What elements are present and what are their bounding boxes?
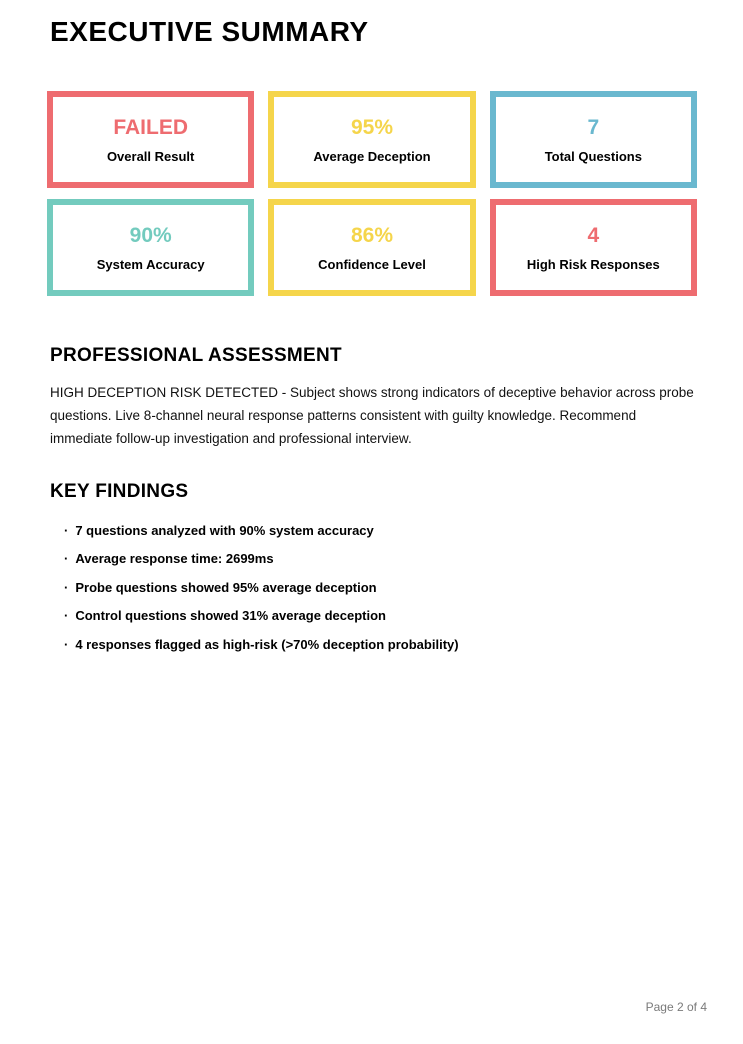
key-finding-text: Probe questions showed 95% average deception [75,579,377,595]
key-finding-item [64,574,694,602]
stat-label: High Risk Responses [526,256,660,272]
section-heading-key-findings: KEY FINDINGS [50,481,189,502]
key-finding-item [64,545,694,573]
bullet-icon: · [64,551,69,567]
stat-value: 95% [350,115,393,139]
stat-card-system-accuracy [47,199,254,296]
key-findings-list [64,517,694,659]
key-finding-item [64,602,694,630]
bullet-icon: · [64,523,69,538]
key-finding-text: Average response time: 2699ms [75,551,274,567]
stat-label: Confidence Level [318,256,426,272]
key-finding-item [64,517,694,545]
key-finding-text: 7 questions analyzed with 90% system accuracy [75,523,374,538]
section-heading-professional-assessment: PROFESSIONAL ASSESSMENT [50,345,342,366]
page-title: EXECUTIVE SUMMARY [50,16,369,47]
stat-label: Average Deception [313,148,431,164]
key-finding-text: 4 responses flagged as high-risk (>70% deception probability) [75,636,459,652]
stat-card-confidence-level [268,199,475,296]
assessment-body-text: HIGH DECEPTION RISK DETECTED - Subject shows strong indicators of deceptive behavior across probe questions. Live 8-channel neural response patterns consistent with guilty knowledge. Recommend immediate follow-up investigation and professional interview. [50,385,694,446]
bullet-icon: · [64,636,69,652]
stat-value: 7 [587,115,600,139]
stat-card-total-questions [490,91,697,188]
stat-card-average-deception [268,91,475,188]
key-finding-item [64,631,694,659]
bullet-icon: · [64,608,69,624]
page-number: Page 2 of 4 [645,1000,707,1014]
stat-label: System Accuracy [96,256,205,272]
stat-label: Total Questions [544,148,642,164]
stat-card-high-risk-responses [490,199,697,296]
stat-value: 4 [587,223,600,247]
stat-card-overall-result [47,91,254,188]
bullet-icon: · [64,579,69,595]
stat-label: Overall Result [106,148,195,164]
stat-value: 90% [129,223,172,247]
summary-cards-grid [47,91,697,296]
stat-value: 86% [350,223,393,247]
stat-value: FAILED [113,115,188,139]
key-finding-text: Control questions showed 31% average deception [75,608,386,624]
